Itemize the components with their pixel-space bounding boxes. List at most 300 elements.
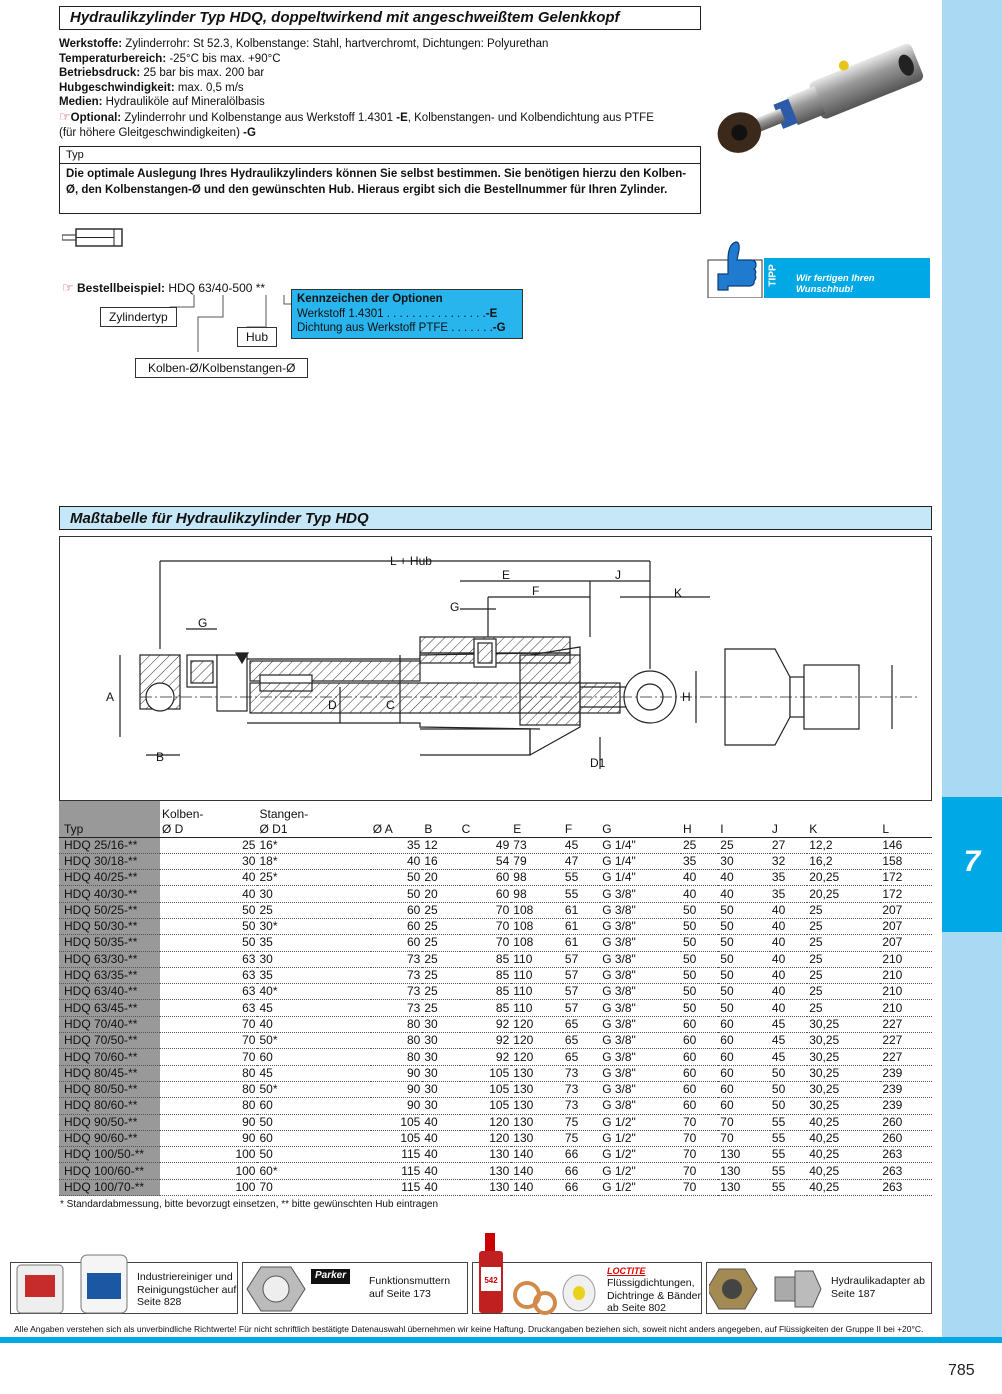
value-cell: 73: [563, 1098, 600, 1114]
dim-k: K: [674, 586, 683, 600]
value-cell: 115: [371, 1179, 423, 1195]
column-header: Kolben- Ø D: [160, 801, 257, 837]
tipp-banner: [706, 258, 930, 298]
value-cell: 55: [770, 1130, 807, 1146]
value-cell: 55: [563, 870, 600, 886]
ad-hydraulic-adapter[interactable]: [706, 1262, 932, 1314]
value-cell: 70: [718, 1114, 770, 1130]
value-cell: 50: [681, 935, 718, 951]
type-box-label: Typ: [66, 149, 84, 161]
tipp-text: Wir fertigen Ihren Wunschhub!: [796, 273, 875, 295]
value-cell: 60: [371, 918, 423, 934]
value-cell: 85: [460, 967, 512, 983]
value-cell: 130: [511, 1114, 563, 1130]
value-cell: G 3/8": [600, 967, 681, 983]
value-cell: 35: [770, 886, 807, 902]
value-cell: 227: [880, 1016, 932, 1032]
order-box-diameter: Kolben-Ø/Kolbenstangen-Ø: [135, 358, 308, 378]
value-cell: 40,25: [807, 1114, 880, 1130]
value-cell: 40: [681, 870, 718, 886]
value-cell: 40: [681, 886, 718, 902]
ad-cleaner-text: Industriereiniger und Reinigungstücher auf Seite 828: [137, 1271, 237, 1308]
value-cell: 40,25: [807, 1147, 880, 1163]
order-code: HDQ 63/40-500 **: [168, 281, 266, 295]
value-cell: 70: [681, 1179, 718, 1195]
value-cell: 110: [511, 1000, 563, 1016]
value-cell: 85: [460, 951, 512, 967]
value-cell: 30,25: [807, 1016, 880, 1032]
value-cell: G 3/8": [600, 886, 681, 902]
value-cell: 65: [563, 1016, 600, 1032]
value-cell: 105: [460, 1065, 512, 1081]
dim-b: B: [156, 750, 165, 764]
table-row: [59, 1098, 932, 1114]
column-header: E: [511, 801, 563, 837]
value-cell: 30: [718, 853, 770, 869]
column-header: H: [681, 801, 718, 837]
value-cell: 92: [460, 1049, 512, 1065]
value-cell: 30,25: [807, 1033, 880, 1049]
value-cell: G 3/8": [600, 1065, 681, 1081]
value-cell: 57: [563, 984, 600, 1000]
value-cell: 45: [257, 1000, 370, 1016]
type-cell: HDQ 40/30-**: [59, 886, 160, 902]
chapter-number: 7: [963, 845, 981, 878]
table-row: [59, 1049, 932, 1065]
column-header: J: [770, 801, 807, 837]
value-cell: 40: [770, 967, 807, 983]
value-cell: 16: [422, 853, 459, 869]
value-cell: 130: [511, 1130, 563, 1146]
value-cell: 32: [770, 853, 807, 869]
value-cell: 30: [422, 1065, 459, 1081]
value-cell: 120: [511, 1033, 563, 1049]
value-cell: 80: [160, 1065, 257, 1081]
value-cell: 57: [563, 1000, 600, 1016]
properties-block: [59, 37, 699, 140]
value-cell: 50: [718, 967, 770, 983]
order-box-stroke: Hub: [237, 327, 277, 347]
table-row: [59, 870, 932, 886]
value-cell: 130: [511, 1098, 563, 1114]
column-header: G: [600, 801, 681, 837]
property-speed: Hubgeschwindigkeit: max. 0,5 m/s: [59, 81, 244, 94]
loctite-logo: LOCTITE: [607, 1266, 646, 1276]
value-cell: 40: [422, 1179, 459, 1195]
value-cell: 40: [770, 935, 807, 951]
value-cell: 50*: [257, 1081, 370, 1097]
value-cell: 60: [718, 1049, 770, 1065]
table-row: [59, 837, 932, 853]
value-cell: 110: [511, 967, 563, 983]
value-cell: 25: [807, 951, 880, 967]
value-cell: 70: [160, 1033, 257, 1049]
value-cell: 50: [770, 1065, 807, 1081]
value-cell: 45: [770, 1049, 807, 1065]
value-cell: 60: [257, 1098, 370, 1114]
value-cell: 260: [880, 1114, 932, 1130]
value-cell: G 3/8": [600, 1081, 681, 1097]
value-cell: 263: [880, 1147, 932, 1163]
value-cell: 61: [563, 918, 600, 934]
column-header: Typ: [59, 801, 160, 837]
value-cell: 60: [681, 1049, 718, 1065]
value-cell: 25: [257, 902, 370, 918]
value-cell: 60: [718, 1016, 770, 1032]
table-row: [59, 1147, 932, 1163]
value-cell: 130: [460, 1179, 512, 1195]
value-cell: 90: [371, 1098, 423, 1114]
value-cell: 40: [422, 1130, 459, 1146]
option-ptfe: Dichtung aus Werkstoff PTFE . . . . . . .-G: [297, 322, 506, 334]
value-cell: 25: [807, 1000, 880, 1016]
value-cell: 79: [511, 853, 563, 869]
table-row: [59, 935, 932, 951]
value-cell: 30,25: [807, 1049, 880, 1065]
type-cell: HDQ 25/16-**: [59, 837, 160, 853]
value-cell: 60: [718, 1033, 770, 1049]
chapter-sidebar: [942, 0, 1002, 1340]
value-cell: 20,25: [807, 870, 880, 886]
value-cell: 50: [681, 967, 718, 983]
property-materials: Werkstoffe: Zylinderrohr: St 52.3, Kolbenstange: Stahl, hartverchromt, Dichtungen: Polyurethan: [59, 38, 549, 50]
value-cell: 207: [880, 935, 932, 951]
value-cell: 120: [460, 1130, 512, 1146]
value-cell: 45: [563, 837, 600, 853]
value-cell: 30: [422, 1016, 459, 1032]
value-cell: 115: [371, 1147, 423, 1163]
value-cell: 35: [257, 967, 370, 983]
page-title: Hydraulikzylinder Typ HDQ, doppeltwirkend mit angeschweißtem Gelenkkopf: [59, 6, 701, 30]
value-cell: G 1/4": [600, 870, 681, 886]
value-cell: 40: [422, 1147, 459, 1163]
value-cell: 50: [770, 1081, 807, 1097]
value-cell: 60: [718, 1098, 770, 1114]
value-cell: 60: [371, 935, 423, 951]
value-cell: 130: [460, 1163, 512, 1179]
value-cell: 25: [422, 967, 459, 983]
value-cell: 40: [257, 1016, 370, 1032]
value-cell: G 1/4": [600, 853, 681, 869]
value-cell: 25*: [257, 870, 370, 886]
table-row: [59, 902, 932, 918]
value-cell: 30: [257, 886, 370, 902]
value-cell: 70: [681, 1114, 718, 1130]
value-cell: 63: [160, 984, 257, 1000]
value-cell: G 1/2": [600, 1179, 681, 1195]
value-cell: 45: [770, 1016, 807, 1032]
value-cell: 172: [880, 886, 932, 902]
value-cell: 25: [681, 837, 718, 853]
type-cell: HDQ 70/60-**: [59, 1049, 160, 1065]
value-cell: 40: [160, 870, 257, 886]
order-box-type: Zylindertyp: [100, 307, 177, 327]
legal-disclaimer: Alle Angaben verstehen sich als unverbindliche Richtwerte! Für nicht schriftlich bestätigte Datenauswahl übernehmen wir keine Haftung. Druckangaben beziehen sich, soweit nicht anders angegeben, auf Flüssigkeiten der Gruppe II bei +20°C.: [14, 1324, 924, 1334]
value-cell: 60: [681, 1081, 718, 1097]
dim-c: C: [386, 698, 395, 712]
value-cell: 50: [257, 1147, 370, 1163]
type-cell: HDQ 63/45-**: [59, 1000, 160, 1016]
value-cell: 50: [371, 870, 423, 886]
value-cell: 30: [422, 1049, 459, 1065]
value-cell: 70: [160, 1049, 257, 1065]
value-cell: 54: [460, 853, 512, 869]
table-row: [59, 1016, 932, 1032]
dim-d1: D1: [590, 756, 606, 770]
value-cell: 130: [718, 1147, 770, 1163]
value-cell: 35: [257, 935, 370, 951]
dim-g-rear: G: [198, 616, 208, 630]
value-cell: 115: [371, 1163, 423, 1179]
value-cell: 50: [160, 935, 257, 951]
type-cell: HDQ 70/40-**: [59, 1016, 160, 1032]
value-cell: 98: [511, 886, 563, 902]
type-cell: HDQ 63/40-**: [59, 984, 160, 1000]
order-label: Bestellbeispiel:: [77, 281, 166, 295]
value-cell: 25: [807, 984, 880, 1000]
value-cell: 50: [681, 902, 718, 918]
value-cell: 40,25: [807, 1130, 880, 1146]
dimension-table: [59, 801, 932, 1196]
value-cell: 30: [257, 951, 370, 967]
value-cell: 50: [718, 918, 770, 934]
value-cell: 100: [160, 1179, 257, 1195]
table-row: [59, 1065, 932, 1081]
value-cell: 40,25: [807, 1163, 880, 1179]
value-cell: 85: [460, 1000, 512, 1016]
value-cell: 90: [371, 1081, 423, 1097]
table-row: [59, 984, 932, 1000]
value-cell: 50: [718, 951, 770, 967]
value-cell: 40: [718, 886, 770, 902]
value-cell: 90: [160, 1114, 257, 1130]
value-cell: 40: [371, 853, 423, 869]
chapter-tab[interactable]: [942, 797, 1002, 932]
column-header: Ø A: [371, 801, 423, 837]
value-cell: 70: [160, 1016, 257, 1032]
value-cell: 40: [422, 1114, 459, 1130]
value-cell: 55: [770, 1179, 807, 1195]
value-cell: 66: [563, 1163, 600, 1179]
property-optional: ☞Optional: Zylinderrohr und Kolbenstange aus Werkstoff 1.4301 -E, Kolbenstangen- und Kolbendichtung aus PTFE (für höhere Gleitgeschwindigkeiten) -G: [59, 108, 654, 139]
dim-g-front: G: [450, 600, 460, 614]
value-cell: 105: [460, 1098, 512, 1114]
value-cell: 57: [563, 951, 600, 967]
value-cell: 75: [563, 1114, 600, 1130]
type-cell: HDQ 100/70-**: [59, 1179, 160, 1195]
cylinder-product-photo: [705, 35, 935, 165]
value-cell: 207: [880, 918, 932, 934]
value-cell: 85: [460, 984, 512, 1000]
cleaner-products-image: [13, 1251, 131, 1315]
value-cell: G 3/8": [600, 1000, 681, 1016]
value-cell: 120: [511, 1016, 563, 1032]
value-cell: 210: [880, 1000, 932, 1016]
bottom-bar: [0, 1337, 1002, 1343]
value-cell: 70: [460, 918, 512, 934]
value-cell: G 1/2": [600, 1163, 681, 1179]
value-cell: 25: [807, 935, 880, 951]
value-cell: 80: [371, 1016, 423, 1032]
value-cell: 25: [422, 902, 459, 918]
value-cell: 40: [770, 951, 807, 967]
value-cell: 50: [718, 935, 770, 951]
value-cell: G 3/8": [600, 1098, 681, 1114]
value-cell: 20: [422, 886, 459, 902]
value-cell: 40: [770, 984, 807, 1000]
value-cell: 25: [807, 967, 880, 983]
value-cell: 108: [511, 918, 563, 934]
ad-cleaner[interactable]: [10, 1262, 238, 1314]
value-cell: 263: [880, 1163, 932, 1179]
ad-loctite[interactable]: [472, 1262, 702, 1314]
value-cell: 35: [681, 853, 718, 869]
value-cell: G 1/2": [600, 1114, 681, 1130]
value-cell: 25: [160, 837, 257, 853]
value-cell: 70: [460, 902, 512, 918]
value-cell: 70: [681, 1130, 718, 1146]
value-cell: 100: [160, 1163, 257, 1179]
column-header: B: [422, 801, 459, 837]
table-row: [59, 1033, 932, 1049]
value-cell: 60: [257, 1130, 370, 1146]
value-cell: 146: [880, 837, 932, 853]
value-cell: 120: [511, 1049, 563, 1065]
value-cell: 57: [563, 967, 600, 983]
value-cell: 50*: [257, 1033, 370, 1049]
value-cell: 70: [718, 1130, 770, 1146]
value-cell: 90: [371, 1065, 423, 1081]
value-cell: 239: [880, 1081, 932, 1097]
type-cell: HDQ 63/35-**: [59, 967, 160, 983]
options-box: [291, 289, 523, 339]
value-cell: 60: [460, 870, 512, 886]
value-cell: 50: [160, 902, 257, 918]
value-cell: 227: [880, 1049, 932, 1065]
value-cell: 50: [160, 918, 257, 934]
value-cell: 25: [422, 935, 459, 951]
value-cell: 50: [681, 984, 718, 1000]
type-cell: HDQ 80/45-**: [59, 1065, 160, 1081]
dim-l-hub: L + Hub: [390, 554, 432, 568]
column-header: Stangen- Ø D1: [257, 801, 370, 837]
value-cell: 60: [460, 886, 512, 902]
table-row: [59, 853, 932, 869]
value-cell: 140: [511, 1179, 563, 1195]
type-cell: HDQ 63/30-**: [59, 951, 160, 967]
property-temperature: Temperaturbereich: -25°C bis max. +90°C: [59, 52, 281, 65]
value-cell: 70: [460, 935, 512, 951]
type-cell: HDQ 90/60-**: [59, 1130, 160, 1146]
table-row: [59, 1081, 932, 1097]
value-cell: 60: [371, 902, 423, 918]
value-cell: 40: [770, 1000, 807, 1016]
value-cell: 50: [371, 886, 423, 902]
value-cell: 45: [770, 1033, 807, 1049]
value-cell: 60*: [257, 1163, 370, 1179]
value-cell: 210: [880, 967, 932, 983]
value-cell: 40: [422, 1163, 459, 1179]
value-cell: 45: [257, 1065, 370, 1081]
value-cell: 66: [563, 1179, 600, 1195]
value-cell: 158: [880, 853, 932, 869]
value-cell: 50: [718, 984, 770, 1000]
type-cell: HDQ 100/60-**: [59, 1163, 160, 1179]
value-cell: 98: [511, 870, 563, 886]
value-cell: 60: [681, 1033, 718, 1049]
value-cell: 73: [371, 967, 423, 983]
value-cell: 210: [880, 984, 932, 1000]
table-row: [59, 1114, 932, 1130]
value-cell: 73: [371, 984, 423, 1000]
type-cell: HDQ 30/18-**: [59, 853, 160, 869]
parker-logo: Parker: [311, 1269, 350, 1284]
table-footnote: * Standardabmessung, bitte bevorzugt einsetzen, ** bitte gewünschten Hub eintragen: [60, 1199, 439, 1210]
value-cell: 108: [511, 902, 563, 918]
value-cell: G 1/2": [600, 1147, 681, 1163]
value-cell: 40,25: [807, 1179, 880, 1195]
value-cell: 50: [681, 918, 718, 934]
ad-adapter-text: Hydraulikadapter ab Seite 187: [831, 1275, 925, 1300]
value-cell: 16*: [257, 837, 370, 853]
value-cell: 75: [563, 1130, 600, 1146]
table-title: Maßtabelle für Hydraulikzylinder Typ HDQ: [59, 506, 932, 530]
value-cell: 80: [160, 1098, 257, 1114]
tipp-label: TIPP: [767, 264, 779, 287]
type-box: [59, 146, 701, 214]
table-row: [59, 951, 932, 967]
value-cell: 80: [160, 1081, 257, 1097]
value-cell: 35: [371, 837, 423, 853]
value-cell: 60: [681, 1098, 718, 1114]
value-cell: 120: [460, 1114, 512, 1130]
value-cell: 92: [460, 1033, 512, 1049]
table-row: [59, 1000, 932, 1016]
page-number: 785: [948, 1362, 975, 1379]
value-cell: 40: [770, 918, 807, 934]
value-cell: 30,25: [807, 1065, 880, 1081]
value-cell: 105: [371, 1114, 423, 1130]
value-cell: 30: [422, 1081, 459, 1097]
technical-drawing: [59, 536, 932, 801]
value-cell: 239: [880, 1065, 932, 1081]
value-cell: 25: [422, 951, 459, 967]
table-row: [59, 886, 932, 902]
value-cell: 61: [563, 935, 600, 951]
value-cell: 239: [880, 1098, 932, 1114]
value-cell: 18*: [257, 853, 370, 869]
value-cell: 172: [880, 870, 932, 886]
type-box-divider: [60, 163, 700, 164]
value-cell: 263: [880, 1179, 932, 1195]
type-cell: HDQ 100/50-**: [59, 1147, 160, 1163]
thumbs-up-icon: [706, 238, 766, 298]
value-cell: 12,2: [807, 837, 880, 853]
column-header: L: [880, 801, 932, 837]
value-cell: 63: [160, 967, 257, 983]
value-cell: G 3/8": [600, 1049, 681, 1065]
value-cell: 110: [511, 951, 563, 967]
type-cell: HDQ 80/60-**: [59, 1098, 160, 1114]
ad-parker[interactable]: [242, 1262, 468, 1314]
value-cell: 66: [563, 1147, 600, 1163]
value-cell: 207: [880, 902, 932, 918]
value-cell: 16,2: [807, 853, 880, 869]
value-cell: G 3/8": [600, 984, 681, 1000]
value-cell: 92: [460, 1016, 512, 1032]
value-cell: 227: [880, 1033, 932, 1049]
value-cell: 50: [681, 951, 718, 967]
